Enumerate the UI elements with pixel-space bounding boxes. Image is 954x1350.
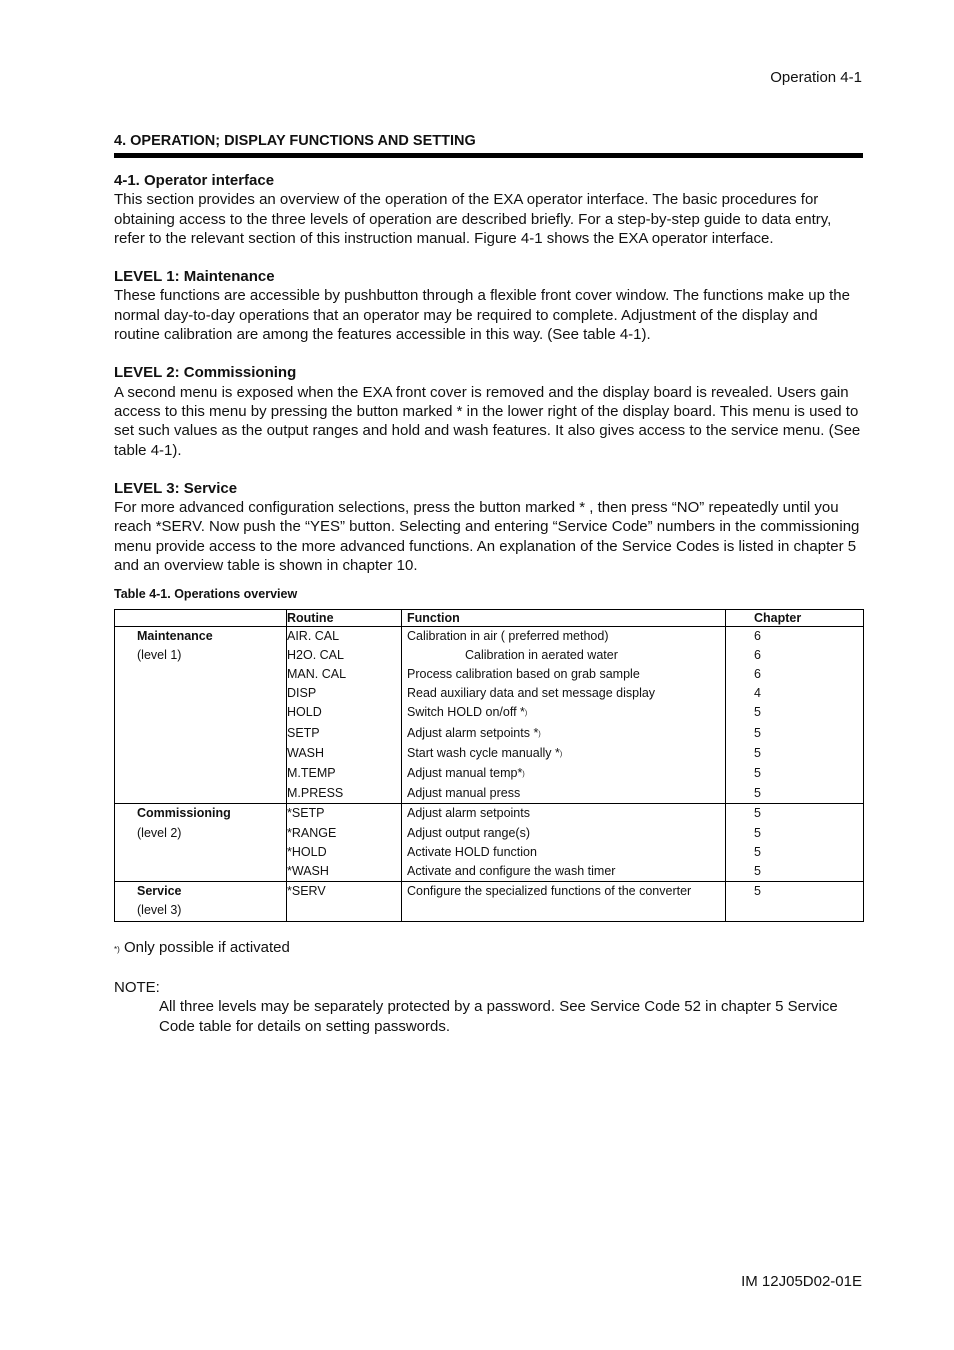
- cell-chapter: 5: [726, 843, 864, 862]
- section-heading: LEVEL 2: Commissioning: [114, 364, 297, 382]
- cell-chapter: 5: [726, 862, 864, 882]
- cell-level: Service: [115, 882, 287, 902]
- cell-function: [402, 646, 726, 665]
- table-row: [115, 626, 864, 646]
- function-text: Switch HOLD on/off *: [407, 705, 525, 720]
- cell-function: [402, 882, 726, 902]
- function-text: Process calibration based on grab sample: [407, 667, 640, 682]
- cell-level: (level 3): [115, 901, 287, 921]
- cell-routine: [287, 901, 402, 921]
- function-text: Activate and configure the wash timer: [407, 864, 616, 879]
- function-text: Start wash cycle manually *: [407, 745, 560, 760]
- cell-function: [402, 843, 726, 862]
- chapter-title: 4. OPERATION; DISPLAY FUNCTIONS AND SETTING: [114, 133, 863, 158]
- section-heading: LEVEL 1: Maintenance: [114, 268, 275, 286]
- footnote: [114, 938, 863, 959]
- cell-function: [402, 901, 726, 921]
- cell-level: [115, 684, 287, 703]
- cell-function: [402, 684, 726, 703]
- note-label: NOTE:: [114, 978, 160, 996]
- doc-number: IM 12J05D02-01E: [741, 1273, 862, 1290]
- cell-chapter: 5: [726, 764, 864, 784]
- cell-function: [402, 744, 726, 764]
- function-text: Adjust manual press: [407, 786, 521, 801]
- section-heading: 4-1. Operator interface: [114, 172, 275, 189]
- cell-level: [115, 724, 287, 744]
- cell-routine: AIR. CAL: [287, 626, 402, 646]
- cell-chapter: 5: [726, 724, 864, 744]
- cell-routine: H2O. CAL: [287, 646, 402, 665]
- cell-chapter: 5: [726, 703, 864, 723]
- function-text: Adjust alarm setpoints *: [407, 725, 539, 740]
- table-row: [115, 882, 864, 902]
- function-text: Activate HOLD function: [407, 844, 537, 859]
- table-body: [115, 626, 864, 921]
- table-row: [115, 764, 864, 784]
- cell-routine: MAN. CAL: [287, 665, 402, 684]
- cell-routine: *SETP: [287, 804, 402, 824]
- section-operator-interface: [114, 171, 863, 248]
- cell-routine: *RANGE: [287, 824, 402, 843]
- cell-chapter: 5: [726, 824, 864, 843]
- cell-level: [115, 764, 287, 784]
- section-heading: LEVEL 3: Service: [114, 479, 238, 497]
- section-level-3: [114, 479, 863, 575]
- footnote-ref: ): [538, 730, 541, 738]
- cell-function: [402, 804, 726, 824]
- section-body: A second menu is exposed when the EXA front cover is removed and the display board is revealed. Users gain access to this menu by pressing the button marked * in the lower right of the display board. This menu is used to set such values as the output ranges and hold and wash features. It also gives access to the service menu. (See table 4-1).: [114, 383, 861, 459]
- cell-routine: DISP: [287, 684, 402, 703]
- section-body: These functions are accessible by pushbutton through a flexible front cover window. The functions make up the normal day-to-day operations that an operator may be required to complete. Adjustment of the display and routine calibration are among the features accessible in this way. (See table 4-1).: [114, 287, 850, 344]
- cell-routine: *HOLD: [287, 843, 402, 862]
- table-row: [115, 684, 864, 703]
- operations-table: [114, 609, 864, 922]
- table-row: [115, 703, 864, 723]
- cell-function: [402, 862, 726, 882]
- cell-chapter: 6: [726, 665, 864, 684]
- page-content: [114, 171, 863, 1036]
- table-row: [115, 843, 864, 862]
- cell-level: [115, 703, 287, 723]
- header-function: Function: [402, 609, 726, 626]
- cell-routine: WASH: [287, 744, 402, 764]
- cell-chapter: 5: [726, 784, 864, 804]
- cell-routine: *WASH: [287, 862, 402, 882]
- section-level-1: [114, 267, 863, 344]
- cell-level: [115, 744, 287, 764]
- function-text: Adjust output range(s): [407, 825, 530, 840]
- cell-routine: SETP: [287, 724, 402, 744]
- table-row: [115, 824, 864, 843]
- footnote-ref: ): [524, 710, 528, 718]
- note: [114, 978, 863, 1036]
- table-row: [115, 804, 864, 824]
- function-text: Adjust manual temp*: [407, 766, 523, 781]
- cell-function: [402, 703, 726, 723]
- table-row: [115, 646, 864, 665]
- cell-level: (level 2): [115, 824, 287, 843]
- section-body: This section provides an overview of the operation of the EXA operator interface. The basic procedures for obtaining access to the three levels of operation are described briefly. For a step-by-step guide to data entry, refer to the relevant section of this instruction manual. Figure 4-1 shows the EXA operator interface.: [114, 191, 832, 247]
- footnote-ref: ): [559, 750, 563, 758]
- cell-level: [115, 862, 287, 882]
- function-text: Adjust alarm setpoints: [407, 806, 530, 821]
- cell-level: [115, 665, 287, 684]
- header-level: [115, 609, 287, 626]
- footnote-mark: *): [114, 944, 120, 954]
- cell-function: [402, 824, 726, 843]
- cell-chapter: 6: [726, 646, 864, 665]
- footnote-text: Only possible if activated: [123, 938, 290, 956]
- function-text: Calibration in aerated water: [465, 647, 618, 662]
- cell-chapter: 5: [726, 882, 864, 902]
- cell-chapter: 6: [726, 626, 864, 646]
- footnote-ref: ): [522, 771, 525, 779]
- table-row: [115, 724, 864, 744]
- function-text: Configure the specialized functions of the converter: [407, 884, 692, 899]
- table-row: [115, 784, 864, 804]
- cell-routine: HOLD: [287, 703, 402, 723]
- table-row: [115, 665, 864, 684]
- cell-routine: M.PRESS: [287, 784, 402, 804]
- cell-level: [115, 843, 287, 862]
- table-header-row: [115, 609, 864, 626]
- cell-routine: M.TEMP: [287, 764, 402, 784]
- table-caption: Table 4-1. Operations overview: [114, 587, 298, 602]
- cell-level: Commissioning: [115, 804, 287, 824]
- note-text: All three levels may be separately protected by a password. See Service Code 52 in chapter 5 Service Code table for details on setting passwords.: [159, 998, 838, 1035]
- cell-level: Maintenance: [115, 626, 287, 646]
- cell-level: (level 1): [115, 646, 287, 665]
- cell-function: [402, 626, 726, 646]
- section-body: For more advanced configuration selections, press the button marked * , then press “NO” repeatedly until you reach *SERV. Now push the “YES” button. Selecting and entering “Service Code” numbers in the commissioning menu provide access to the more advanced functions. An explanation of the Service Codes is listed in chapter 5 and an overview table is shown in chapter 10.: [114, 499, 860, 575]
- cell-routine: *SERV: [287, 882, 402, 902]
- cell-chapter: [726, 901, 864, 921]
- function-text: Calibration in air ( preferred method): [407, 628, 609, 643]
- cell-level: [115, 784, 287, 804]
- cell-chapter: 5: [726, 804, 864, 824]
- page-header: Operation 4-1: [770, 69, 862, 86]
- function-text: Read auxiliary data and set message display: [407, 686, 656, 701]
- cell-chapter: 5: [726, 744, 864, 764]
- table-row: [115, 744, 864, 764]
- table-row: [115, 901, 864, 921]
- cell-function: [402, 724, 726, 744]
- cell-function: [402, 784, 726, 804]
- header-routine: Routine: [287, 609, 402, 626]
- table-row: [115, 862, 864, 882]
- header-chapter: Chapter: [726, 609, 864, 626]
- cell-function: [402, 764, 726, 784]
- cell-function: [402, 665, 726, 684]
- cell-chapter: 4: [726, 684, 864, 703]
- section-level-2: [114, 363, 863, 459]
